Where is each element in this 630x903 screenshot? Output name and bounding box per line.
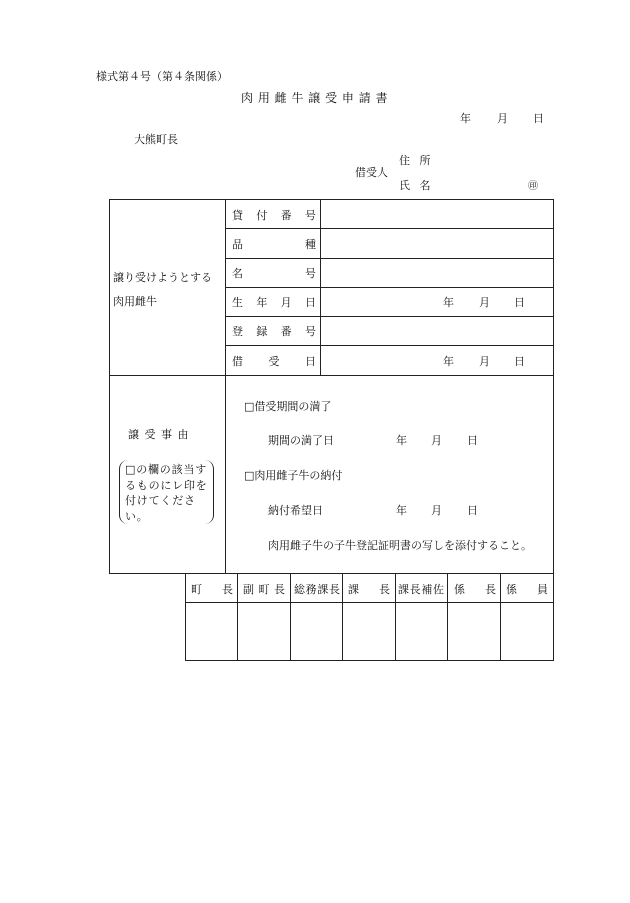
expiry-day: 日 bbox=[467, 434, 478, 447]
approval-stamp-staff[interactable] bbox=[501, 603, 553, 660]
seal-icon: ㊞ bbox=[528, 181, 538, 192]
approval-header-general-affairs-chief: 総 務 課 長 bbox=[294, 583, 340, 596]
divider bbox=[225, 287, 554, 288]
cattle-heading-line2: 肉用雌牛 bbox=[113, 295, 157, 308]
divider bbox=[225, 228, 554, 229]
field-label-birthdate: 生 年 月 日 bbox=[232, 296, 316, 309]
reason-heading: 譲 受 事 由 bbox=[128, 428, 190, 441]
approval-stamp-subsection-chief[interactable] bbox=[448, 603, 500, 660]
divider bbox=[225, 258, 554, 259]
address-label: 住 所 bbox=[399, 154, 434, 167]
field-label-loan-number: 貸 付 番 号 bbox=[232, 209, 316, 222]
form-title: 肉 用 雌 牛 譲 受 申 請 書 bbox=[241, 91, 389, 105]
field-label-loan-date: 借 受 日 bbox=[232, 355, 316, 368]
approval-header-assistant-chief: 課 長 補 佐 bbox=[398, 583, 444, 596]
field-label-registration-number: 登 録 番 号 bbox=[232, 325, 316, 338]
attachment-note: 肉用雌子牛の子牛登記証明書の写しを添付すること。 bbox=[268, 539, 532, 552]
loan-date-year: 年 bbox=[443, 355, 454, 368]
approval-header-staff: 係 員 bbox=[506, 583, 548, 596]
delivery-month: 月 bbox=[431, 504, 442, 517]
name-label: 氏 名 bbox=[399, 179, 434, 192]
approval-stamp-section-chief[interactable] bbox=[343, 603, 395, 660]
divider bbox=[225, 316, 554, 317]
header-date-day: 日 bbox=[533, 112, 544, 125]
divider bbox=[225, 345, 554, 346]
addressee: 大熊町長 bbox=[134, 133, 178, 146]
reason-option-expiry[interactable]: □借受期間の満了 bbox=[244, 400, 332, 413]
delivery-day: 日 bbox=[467, 504, 478, 517]
loan-date-month: 月 bbox=[479, 355, 490, 368]
expiry-year: 年 bbox=[396, 434, 407, 447]
form-number: 様式第４号（第４条関係） bbox=[96, 70, 228, 83]
instruction-note: □の欄の該当するものにレ印を付けてください。 bbox=[125, 463, 208, 523]
expiry-date-label: 期間の満了日 bbox=[268, 434, 334, 447]
field-label-name: 名 号 bbox=[232, 267, 316, 280]
header-date-month: 月 bbox=[497, 112, 508, 125]
birthdate-month: 月 bbox=[479, 296, 490, 309]
divider bbox=[109, 375, 554, 376]
approval-header-section-chief: 課 長 bbox=[348, 583, 390, 596]
header-date-year: 年 bbox=[460, 112, 471, 125]
approval-header-deputy-mayor: 副 町 長 bbox=[243, 583, 285, 596]
birthdate-day: 日 bbox=[514, 296, 525, 309]
delivery-date-label: 納付希望日 bbox=[268, 504, 323, 517]
approval-header-subsection-chief: 係 長 bbox=[454, 583, 496, 596]
divider bbox=[225, 375, 226, 574]
applicant-role: 借受人 bbox=[355, 166, 388, 179]
birthdate-year: 年 bbox=[443, 296, 454, 309]
expiry-month: 月 bbox=[431, 434, 442, 447]
cattle-heading-line1: 譲り受けようとする bbox=[113, 271, 212, 284]
approval-stamp-general-affairs-chief[interactable] bbox=[291, 603, 342, 660]
approval-stamp-deputy-mayor[interactable] bbox=[238, 603, 290, 660]
reason-option-delivery[interactable]: □肉用雌子牛の納付 bbox=[244, 469, 343, 482]
approval-header-mayor: 町 長 bbox=[191, 583, 233, 596]
field-label-breed: 品 種 bbox=[232, 238, 316, 251]
approval-stamp-assistant-chief[interactable] bbox=[396, 603, 447, 660]
loan-date-day: 日 bbox=[514, 355, 525, 368]
delivery-year: 年 bbox=[396, 504, 407, 517]
approval-stamp-mayor[interactable] bbox=[186, 603, 237, 660]
